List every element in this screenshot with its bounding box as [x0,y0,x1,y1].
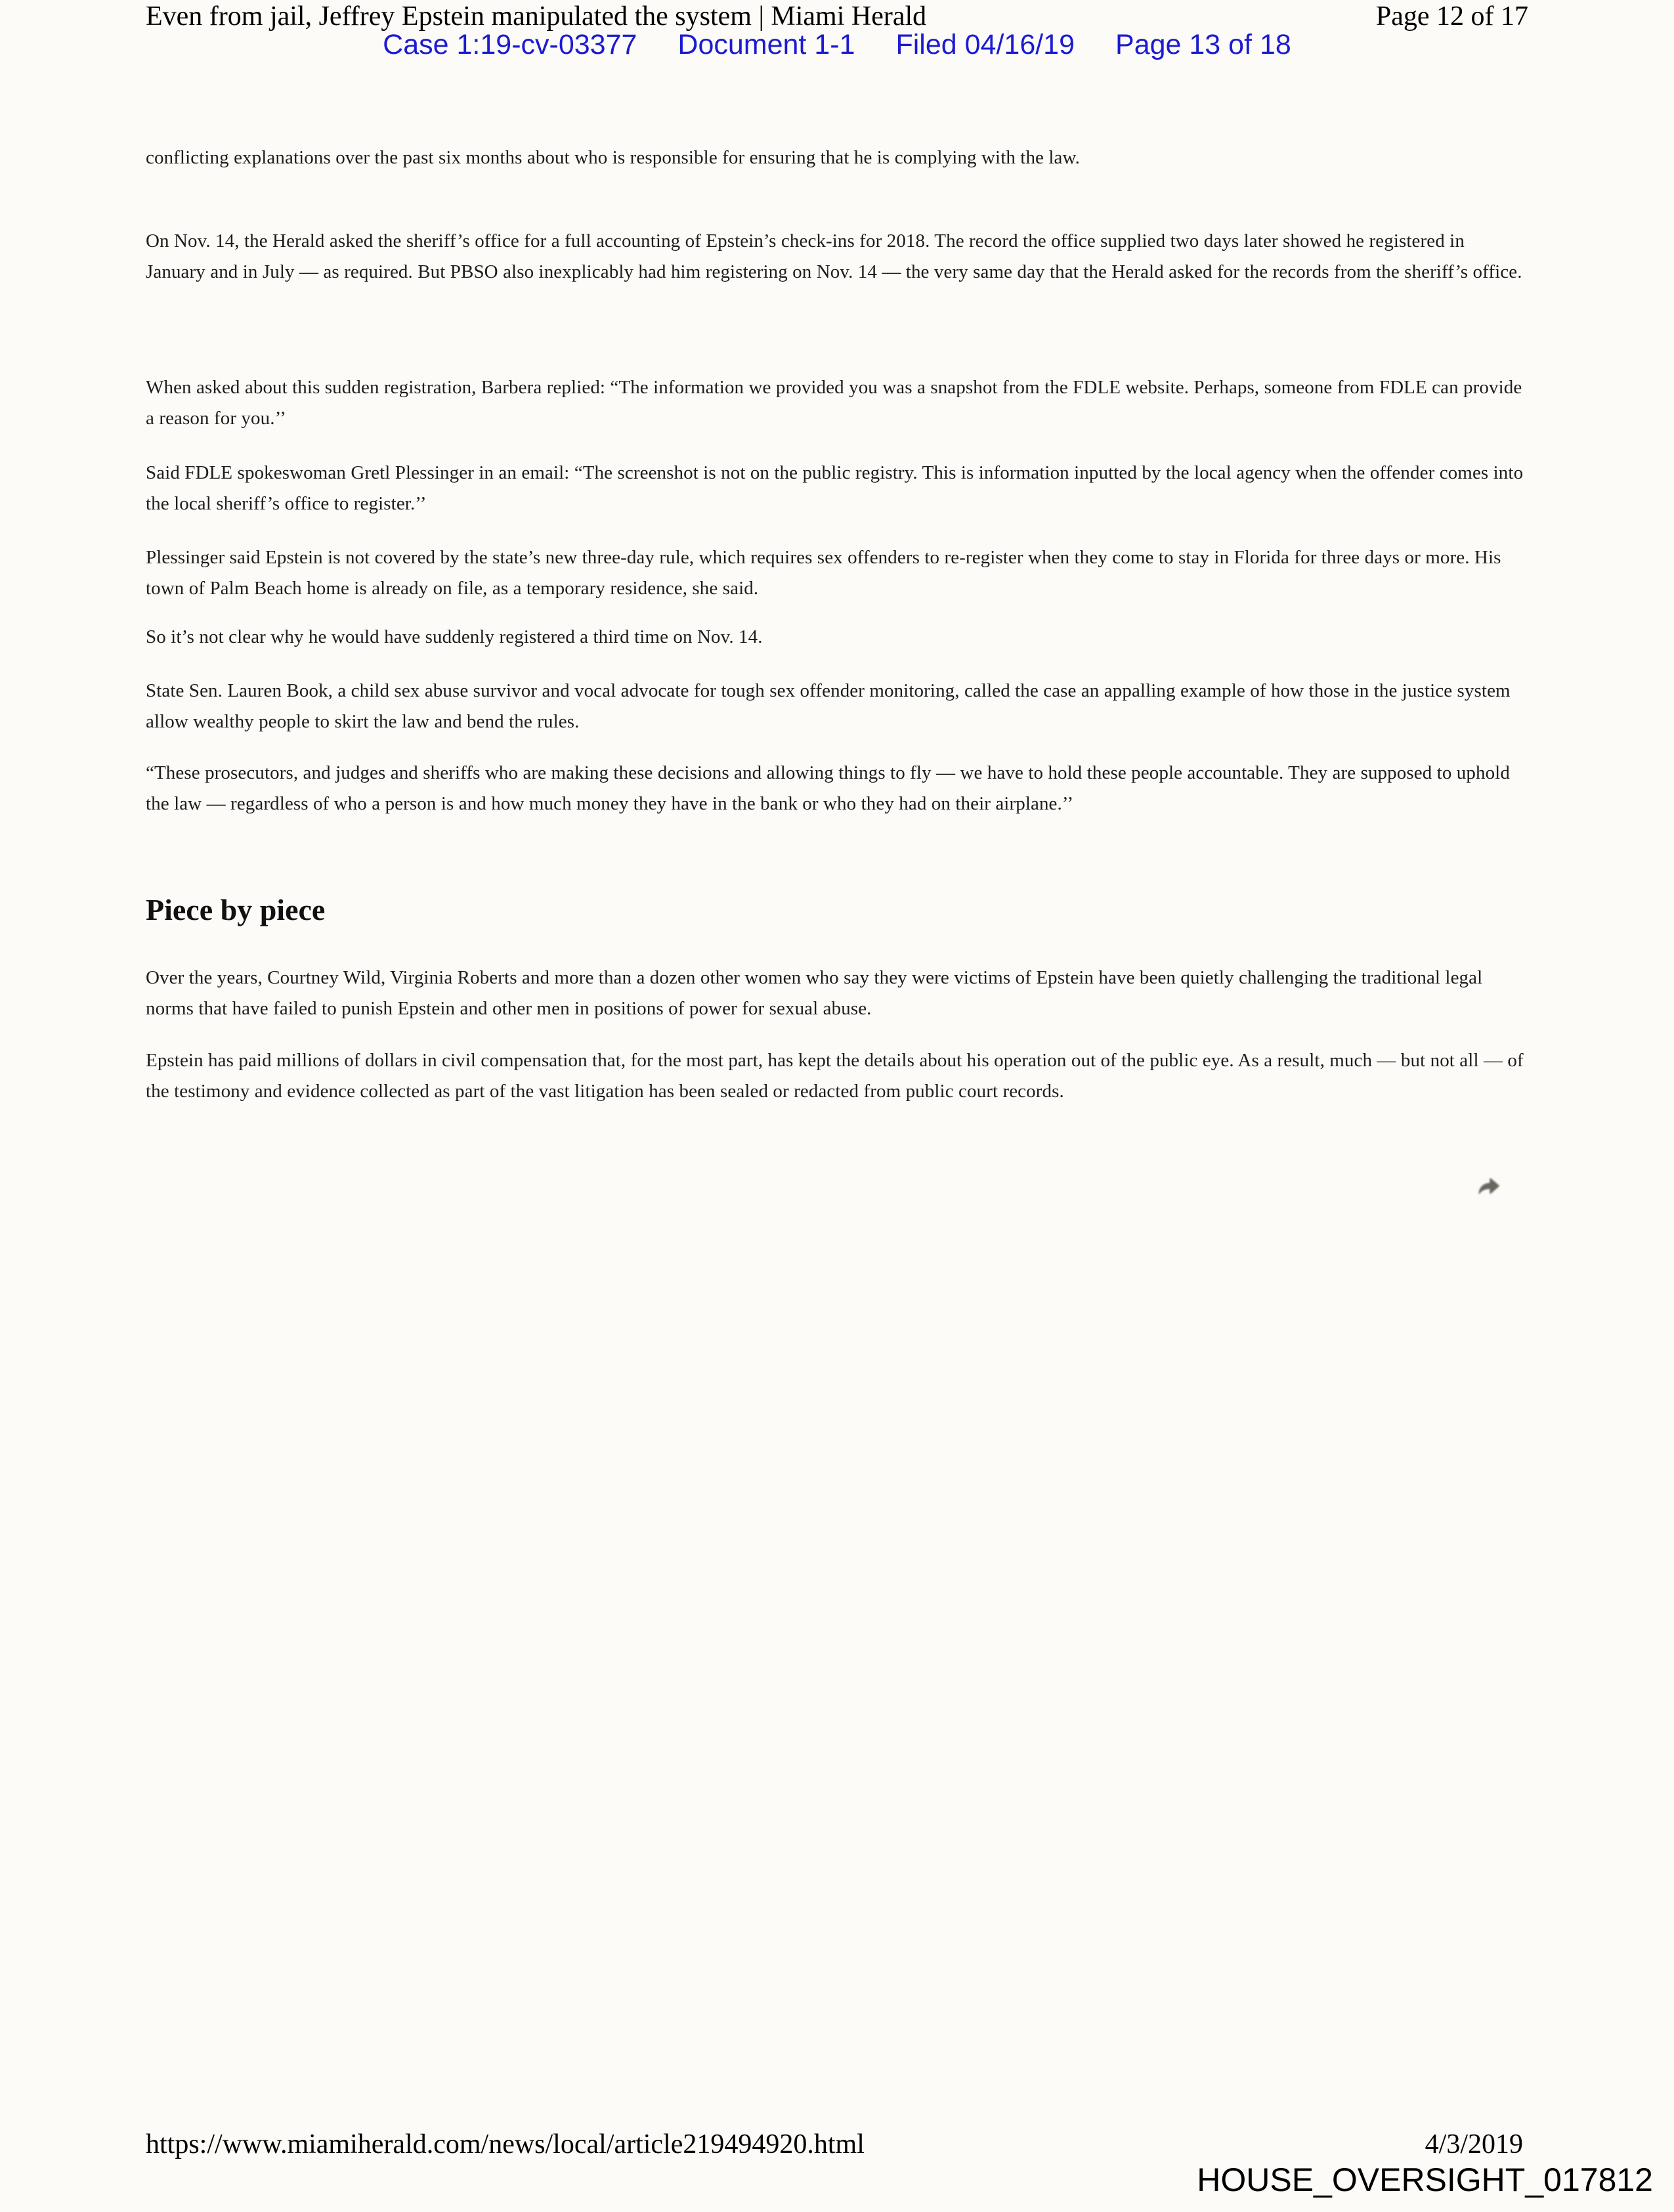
article-paragraph: Over the years, Courtney Wild, Virginia Roberts and more than a dozen other women who say they were victims of Epstein have been quietly challenging the traditional legal norms that have failed to punish Epstein and other men in positions of power for sexual abuse. [146,967,1483,1019]
article-paragraph: conflicting explanations over the past six months about who is responsible for ensuring that he is complying with the law. [146,147,1081,168]
article-paragraph: Plessinger said Epstein is not covered by the state’s new three-day rule, which requires sex offenders to re-register when they come to stay in Florida for three days or more. His town of Palm Beach home is already on file, as a temporary residence, she said. [146,547,1501,599]
article-paragraph: When asked about this sudden registration, Barbera replied: “The information we provided you was a snapshot from the FDLE website. Perhaps, someone from FDLE can provide a reason for you.’’ [146,377,1522,429]
article-paragraph: “These prosecutors, and judges and sheriffs who are making these decisions and allowing things to fly — we have to hold these people accountable. They are supposed to uphold the law — regardless of who a person is and how much money they have in the bank or who they had on their airplane.’’ [146,762,1510,814]
stamp-case-number: Case 1:19-cv-03377 [383,29,637,60]
section-heading: Piece by piece [146,893,326,926]
article-paragraph: State Sen. Lauren Book, a child sex abuse survivor and vocal advocate for tough sex offender monitoring, called the case an appalling example of how those in the justice system allow wealthy people to skirt the law and bend the rules. [146,680,1511,732]
article-paragraph: So it’s not clear why he would have suddenly registered a third time on Nov. 14. [146,626,763,647]
source-url: https://www.miamiherald.com/news/local/article219494920.html [146,2129,865,2159]
share-forward-arrow-icon [1472,1173,1504,1203]
article-paragraph: Said FDLE spokeswoman Gretl Plessinger in an email: “The screenshot is not on the public registry. This is information inputted by the local agency when the offender comes into the local sheriff’s office to register.’’ [146,462,1524,514]
article-paragraph: On Nov. 14, the Herald asked the sheriff’s office for a full accounting of Epstein’s check-ins for 2018. The record the office supplied two days later showed he registered in January and in July — as required. But PBSO also inexplicably had him registering on Nov. 14 — the very same day that the Herald asked for the records from the sheriff’s office. [146,230,1522,282]
stamp-document-number: Document 1-1 [677,29,855,60]
stamp-filed-date: Filed 04/16/19 [895,29,1075,60]
document-title: Even from jail, Jeffrey Epstein manipulated the system | Miami Herald [146,1,927,32]
bates-number: HOUSE_OVERSIGHT_017812 [1197,2161,1653,2198]
case-stamp [0,28,1674,62]
article-paragraph: Epstein has paid millions of dollars in civil compensation that, for the most part, has kept the details about his operation out of the public eye. As a result, much — but not all — of the testimony and evidence collected as part of the vast litigation has been sealed or redacted from public court records. [146,1050,1524,1102]
stamp-page-number: Page 13 of 18 [1115,29,1291,60]
page-indicator: Page 12 of 17 [1375,1,1528,32]
print-date: 4/3/2019 [1425,2129,1523,2159]
